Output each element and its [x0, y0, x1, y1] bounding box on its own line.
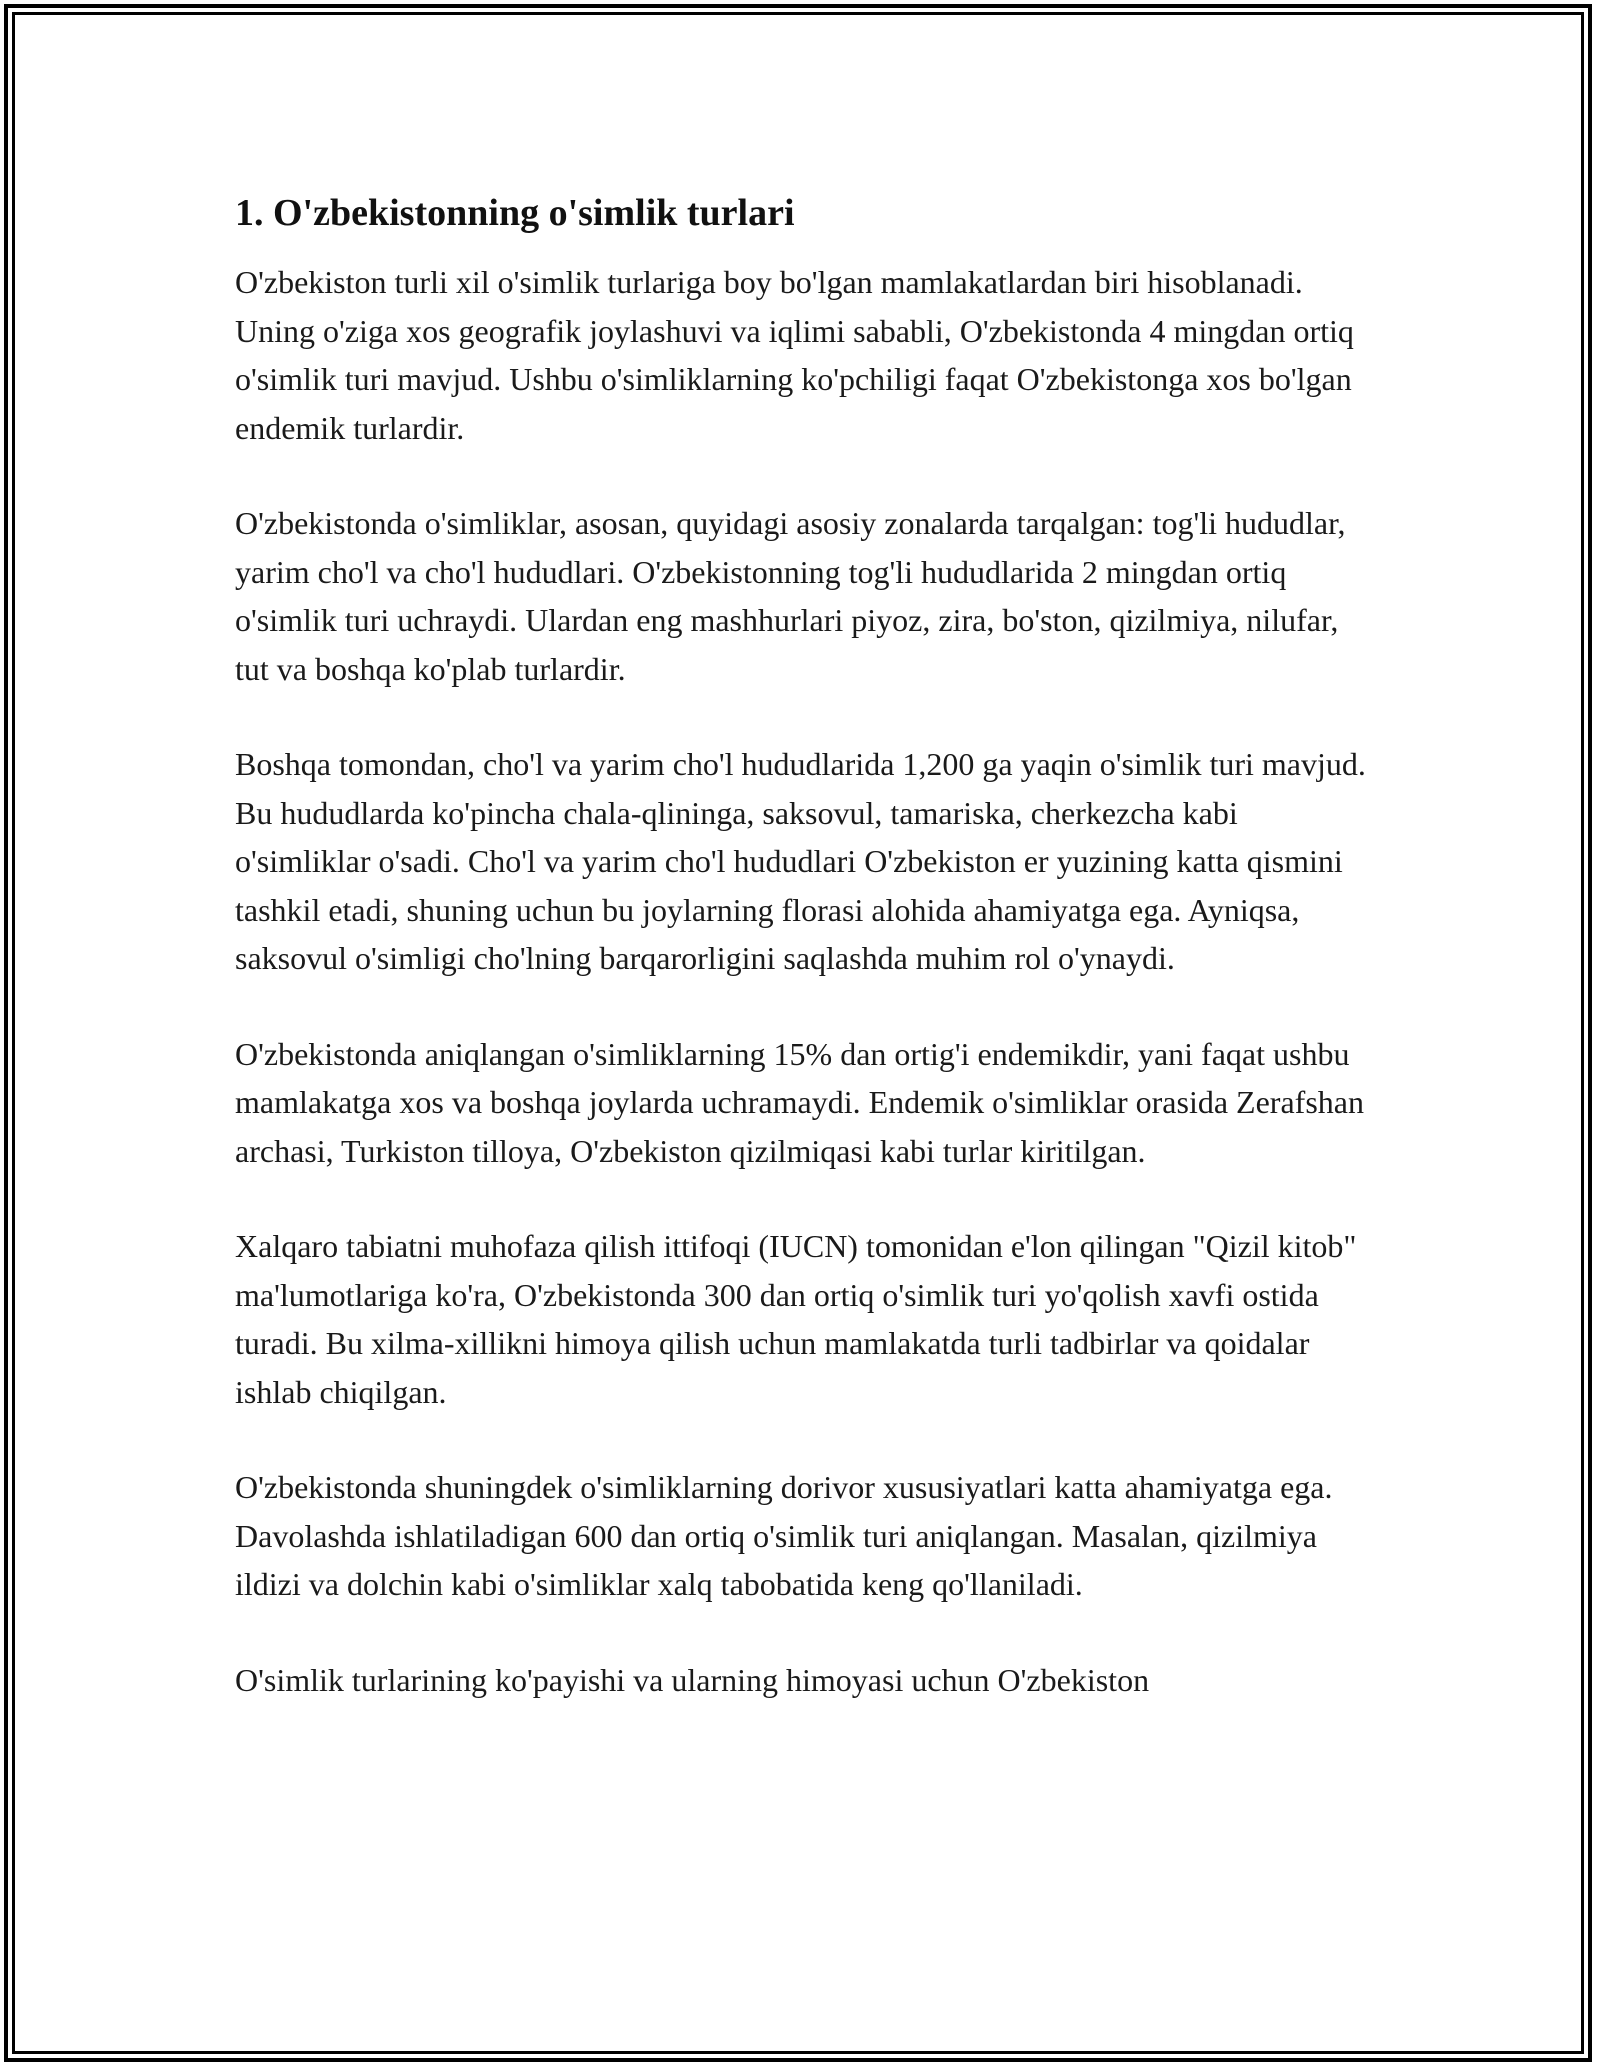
section-title: 1. O'zbekistonning o'simlik turlari: [235, 192, 795, 234]
document-body: [235, 186, 1375, 1751]
paragraph-3: Boshqa tomondan, cho'l va yarim cho'l hududlarida 1,200 ga yaqin o'simlik turi mavjud. Bu hududlarda ko'pincha chala-qlininga, saksovul, tamariska, cherkezcha kabi o'simliklar o'sadi. Cho'l va yarim cho'l hududlari O'zbekiston er yuzining katta qismini tashkil etadi, shuning uchun bu joylarning florasi alohida ahamiyatga ega. Ayniqsa, saksovul o'simligi cho'lning barqarorligini saqlashda muhim rol o'ynaydi.: [235, 746, 1366, 976]
paragraph-6: O'zbekistonda shuningdek o'simliklarning dorivor xususiyatlari katta ahamiyatga ega. Davolashda ishlatiladigan 600 dan ortiq o'simlik turi aniqlangan. Masalan, qizilmiya ildizi va dolchin kabi o'simliklar xalq tabobatida keng qo'llaniladi.: [235, 1469, 1333, 1602]
paragraph-5: Xalqaro tabiatni muhofaza qilish ittifoqi (IUCN) tomonidan e'lon qilingan "Qizil kitob" ma'lumotlariga ko'ra, O'zbekistonda 300 dan ortiq o'simlik turi yo'qolish xavfi ostida turadi. Bu xilma-xillikni himoya qilish uchun mamlakatda turli tadbirlar va qoidalar ishlab chiqilgan.: [235, 1228, 1357, 1410]
paragraph-4: O'zbekistonda aniqlangan o'simliklarning 15% dan ortig'i endemikdir, yani faqat ushbu mamlakatga xos va boshqa joylarda uchramaydi. Endemik o'simliklar orasida Zerafshan archasi, Turkiston tilloya, O'zbekiston qizilmiqasi kabi turlar kiritilgan.: [235, 1035, 1364, 1169]
paragraph-1: O'zbekiston turli xil o'simlik turlariga boy bo'lgan mamlakatlardan biri hisoblanadi. Uning o'ziga xos geografik joylashuvi va iqlimi sababli, O'zbekistonda 4 mingdan ortiq o'simlik turi mavjud. Ushbu o'simliklarning ko'pchiligi faqat O'zbekistonga xos bo'lgan endemik turlardir.: [235, 264, 1354, 446]
paragraph-7: O'simlik turlarining ko'payishi va ularning himoyasi uchun O'zbekiston: [235, 1661, 1150, 1698]
paragraph-2: O'zbekistonda o'simliklar, asosan, quyidagi asosiy zonalarda tarqalgan: tog'li hududlar, yarim cho'l va cho'l hududlari. O'zbekistonning tog'li hududlarida 2 mingdan ortiq o'simlik turi uchraydi. Ulardan eng mashhurlari piyoz, zira, bo'ston, qizilmiya, nilufar, tut va boshqa ko'plab turlardir.: [235, 505, 1346, 687]
